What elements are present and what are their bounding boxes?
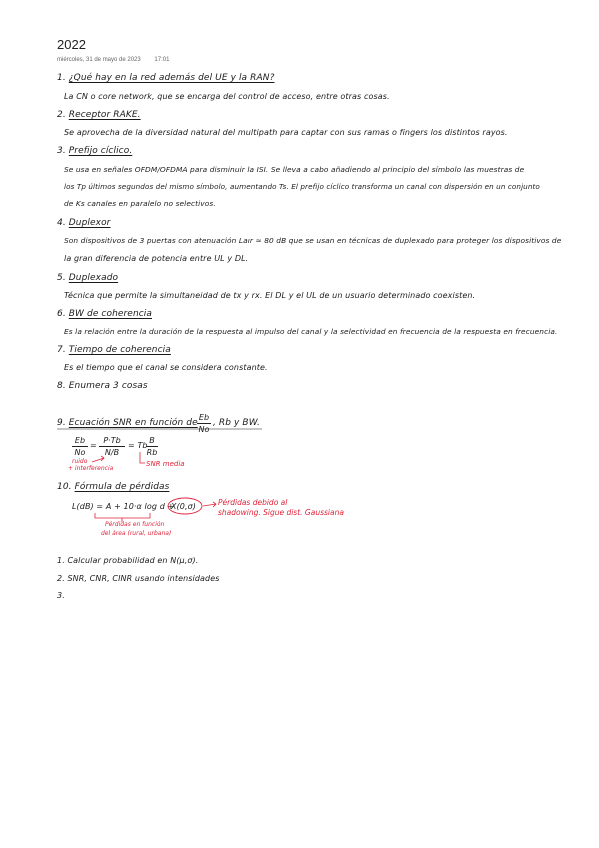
q10-heading bbox=[57, 482, 169, 492]
q9-eq-left-num: Eb bbox=[74, 436, 86, 445]
q10-note-area-line1: Pérdidas en función bbox=[105, 521, 165, 528]
q7-heading bbox=[57, 345, 171, 355]
q5-question: Duplexado bbox=[68, 273, 119, 283]
q1-heading bbox=[57, 73, 274, 83]
q9-eq-equals: = bbox=[90, 441, 97, 450]
q9-eq-middle-den: N/B bbox=[104, 448, 120, 457]
list-item-1: 1. Calcular probabilidad en N(μ,σ). bbox=[57, 556, 199, 565]
q3-number: 3. bbox=[57, 146, 66, 156]
q10-note-shadow-line2: shadowing. Sigue dist. Gaussiana bbox=[218, 508, 344, 517]
q9-eq-middle bbox=[99, 436, 125, 457]
q1-number: 1. bbox=[57, 73, 66, 83]
q10-question: Fórmula de pérdidas bbox=[74, 482, 170, 492]
q7-answer: Es el tiempo que el canal se considera constante. bbox=[64, 363, 268, 372]
q9-question-b: , Rb y BW. bbox=[213, 418, 260, 428]
q4-question: Duplexor bbox=[68, 218, 111, 228]
q9-note-snr: SNR media bbox=[146, 460, 185, 468]
q4-number: 4. bbox=[57, 218, 66, 228]
q1-answer: La CN o core network, que se encarga del control de acceso, entre otras cosas. bbox=[64, 92, 390, 101]
q8-number: 8. bbox=[57, 381, 66, 391]
q2-heading bbox=[57, 110, 141, 120]
q9-eq-right bbox=[146, 436, 158, 457]
q1-question: ¿Qué hay en la red además del UE y la RAN? bbox=[68, 73, 275, 83]
list-item-2: 2. SNR, CNR, CINR usando intensidades bbox=[57, 574, 220, 583]
q6-answer: Es la relación entre la duración de la respuesta al impulso del canal y la selectividad en frecuencia de la respuesta en frecuencia. bbox=[64, 327, 558, 336]
q4-heading bbox=[57, 218, 110, 228]
q9-question-fraction bbox=[197, 413, 211, 434]
q3-heading bbox=[57, 146, 132, 156]
q10-note-area-line2: del área (rural, urbana) bbox=[101, 530, 172, 537]
q9-eq-left bbox=[72, 436, 88, 457]
q10-number: 10. bbox=[57, 482, 72, 492]
q5-answer: Técnica que permite la simultaneidad de tx y rx. El DL y el UL de un usuario determinado coexisten. bbox=[64, 291, 476, 300]
q9-note-interference: + interferencia bbox=[68, 465, 114, 472]
q9-snr-arrow bbox=[140, 452, 145, 463]
q4-answer-line2: la gran diferencia de potencia entre UL y DL. bbox=[64, 254, 249, 263]
q8-heading bbox=[57, 381, 148, 391]
q10-formula-term: X(0,σ) bbox=[171, 502, 197, 511]
q10-shadow-arrow bbox=[203, 504, 216, 506]
list-item-3: 3. bbox=[57, 591, 65, 600]
q9-number: 9. bbox=[57, 418, 66, 428]
q5-heading bbox=[57, 273, 118, 283]
q9-question-a: Ecuación SNR en función de bbox=[68, 418, 198, 428]
q9-heading bbox=[57, 418, 198, 428]
page-title: 2022 bbox=[57, 37, 86, 52]
q10-shadow-arrowhead bbox=[213, 502, 216, 507]
q7-number: 7. bbox=[57, 345, 66, 355]
q8-question: Enumera 3 cosas bbox=[68, 381, 148, 391]
q9-eq-middle-num: P·Tb bbox=[103, 436, 121, 445]
q4-answer-line1: Son dispositivos de 3 puertas con atenuación Laır ≈ 80 dB que se usan en técnicas de duplexado para proteger los dispositivos de bbox=[64, 236, 562, 245]
q9-eq-right-label: = Tb bbox=[128, 441, 148, 450]
q9-eq-right-den: Rb bbox=[146, 448, 158, 457]
page-meta bbox=[57, 57, 181, 63]
q9-question-frac-den: No bbox=[198, 425, 210, 434]
q3-answer-line1: Se usa en señales OFDM/OFDMA para disminuir la ISI. Se lleva a cabo añadiendo al principio del símbolo las muestras de bbox=[64, 165, 525, 174]
q9-note-noise: ruido bbox=[72, 458, 88, 465]
q5-number: 5. bbox=[57, 273, 66, 283]
q2-question: Receptor RAKE. bbox=[68, 110, 141, 120]
q10-area-bracket bbox=[95, 513, 150, 518]
q2-answer: Se aprovecha de la diversidad natural del multipath para captar con sus ramas o fingers los distintos rayos. bbox=[64, 128, 508, 137]
q7-question: Tiempo de coherencia bbox=[68, 345, 171, 355]
q9-eq-right-num: B bbox=[149, 436, 155, 445]
q3-question: Prefijo cíclico. bbox=[68, 146, 133, 156]
q10-note-shadow-line1: Pérdidas debido al bbox=[218, 498, 288, 507]
q9-eq-left-den: No bbox=[74, 448, 86, 457]
q3-answer-line3: de Ks canales en paralelo no selectivos. bbox=[64, 199, 216, 208]
q9-question-frac-num: Eb bbox=[198, 413, 210, 422]
q6-number: 6. bbox=[57, 309, 66, 319]
q9-noise-arrow bbox=[92, 458, 104, 462]
q6-question: BW de coherencia bbox=[68, 309, 153, 319]
page-time: 17:01 bbox=[154, 57, 170, 63]
q6-heading bbox=[57, 309, 152, 319]
page-date: miércoles, 31 de mayo de 2023 bbox=[57, 57, 141, 63]
q3-answer-line2: los Tp últimos segundos del mismo símbolo, aumentando Ts. El prefijo cíclico transforma un canal con dispersión en un conjunto bbox=[64, 182, 540, 191]
q10-formula: L(dB) = A + 10·α log d + bbox=[72, 502, 175, 511]
q2-number: 2. bbox=[57, 110, 66, 120]
